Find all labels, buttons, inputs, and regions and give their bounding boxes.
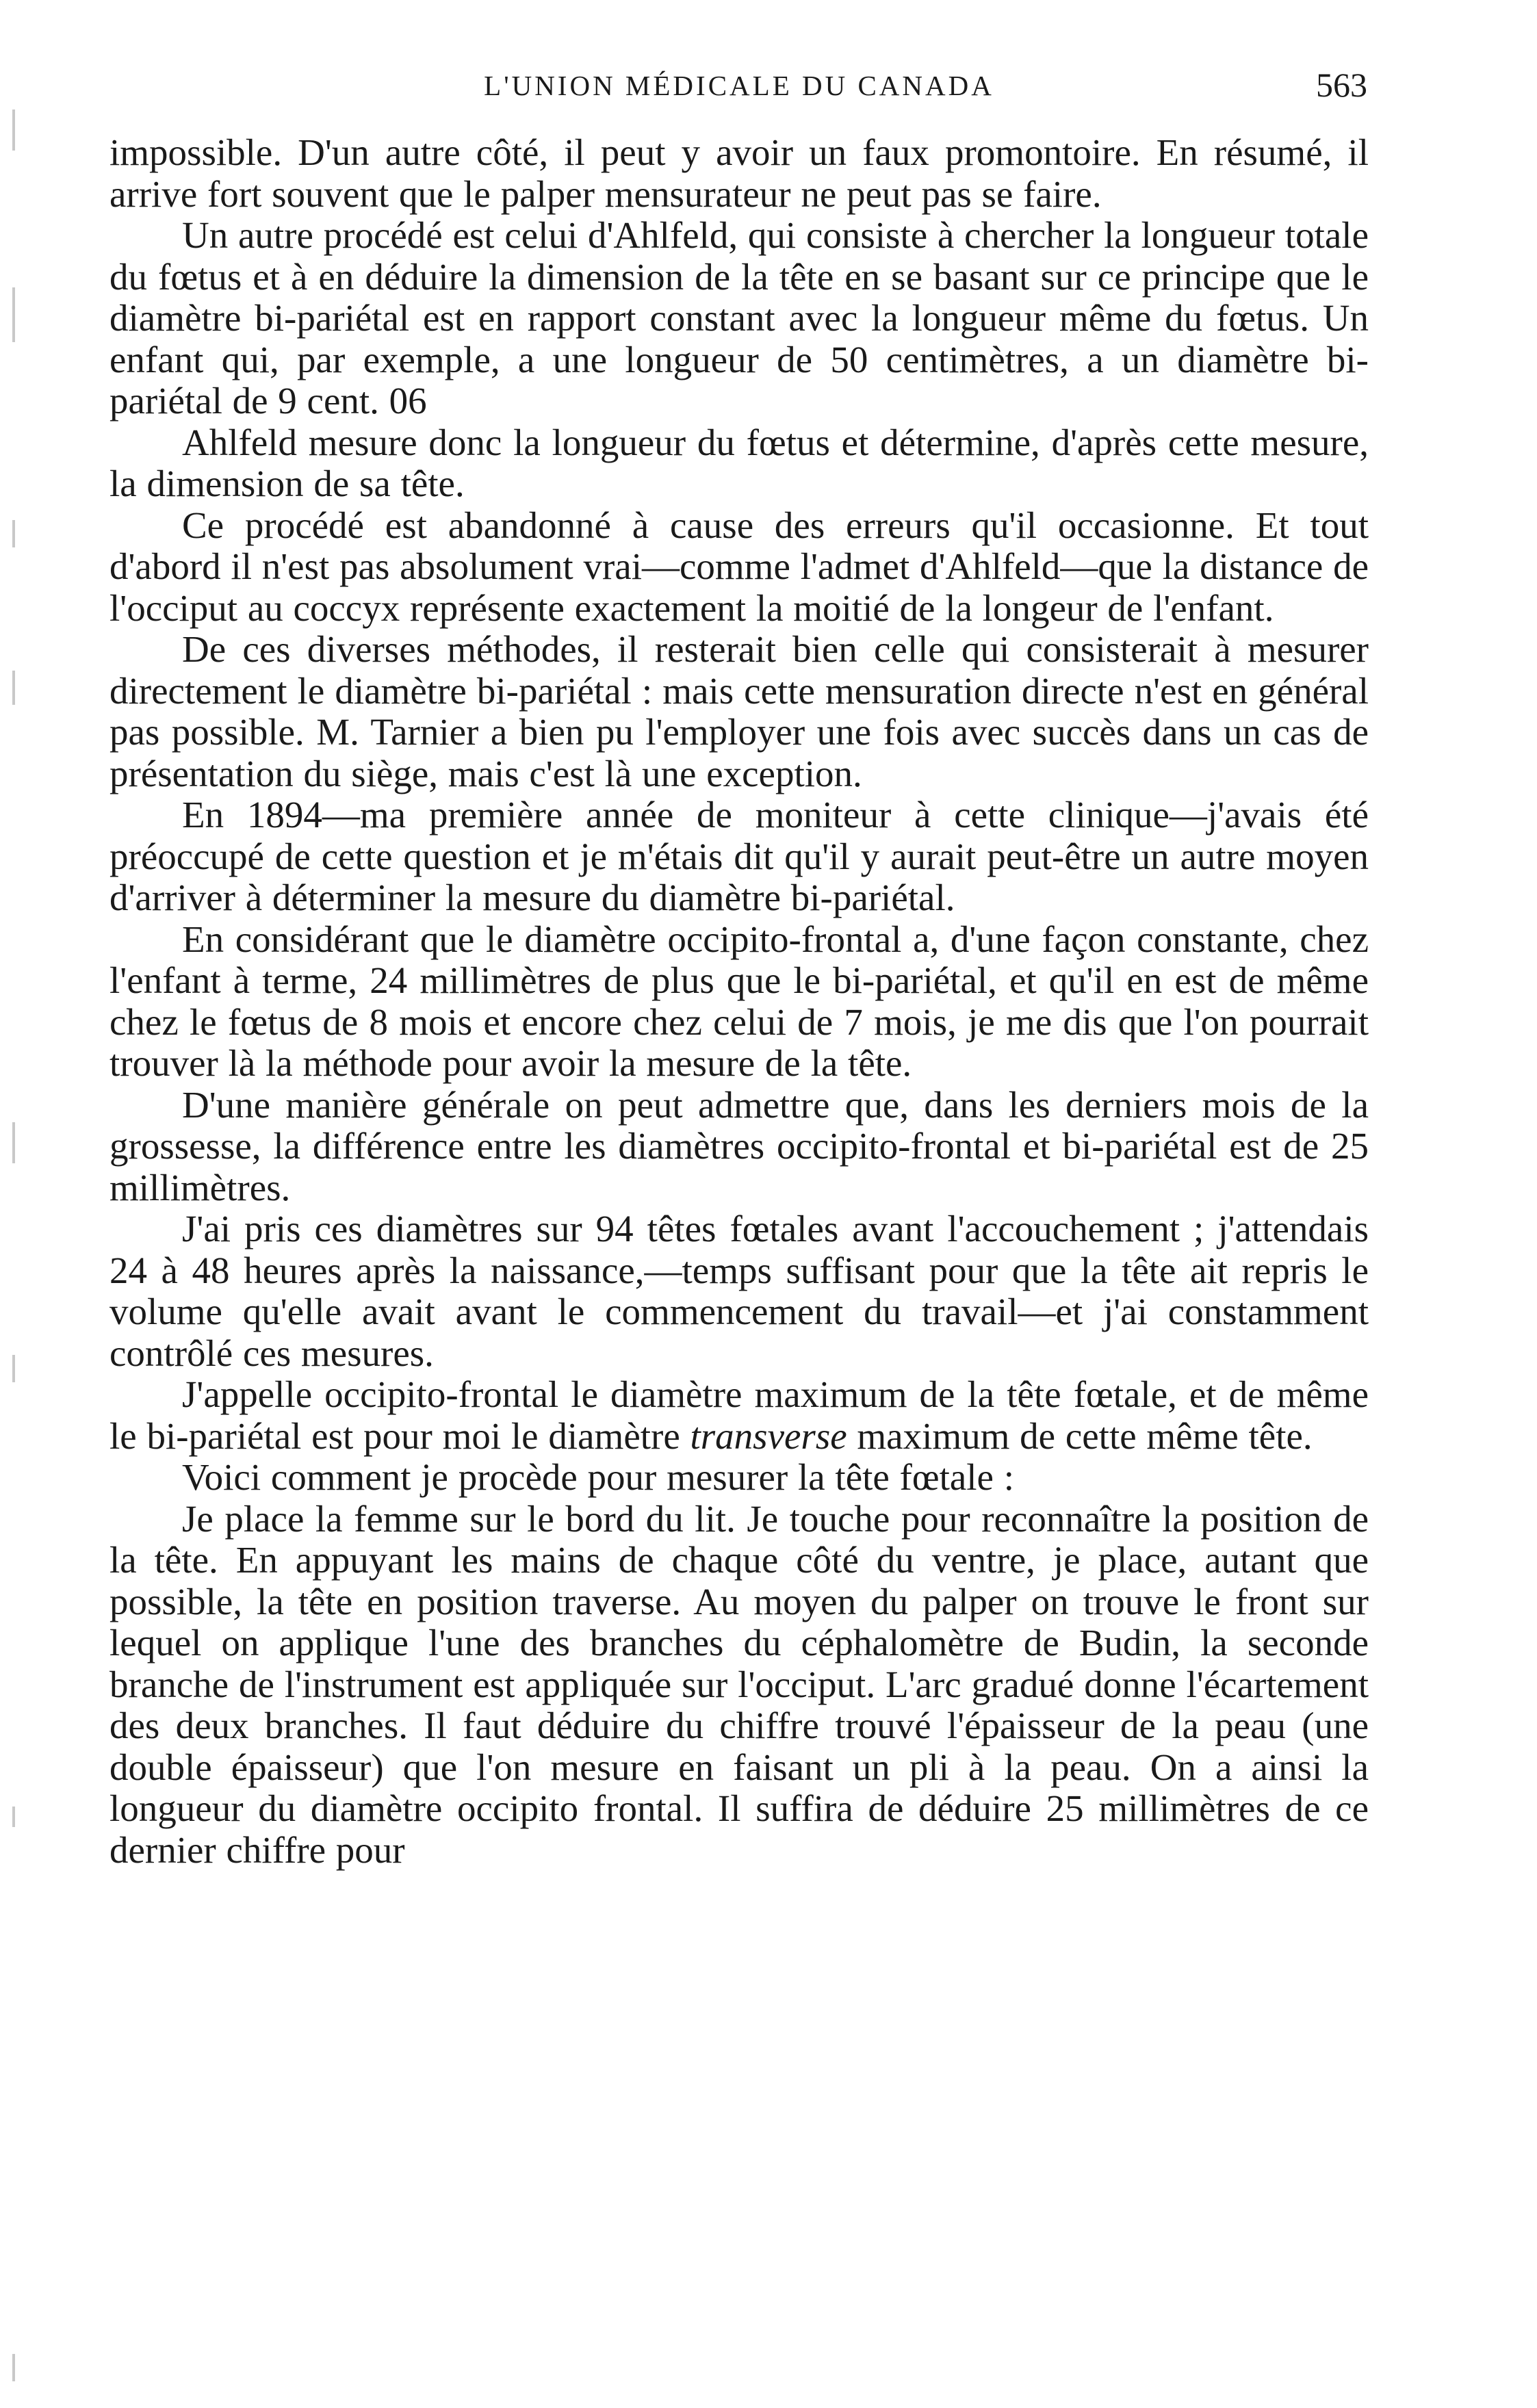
paragraph-2: Un autre procédé est celui d'Ahlfeld, qui consiste à chercher la longueur totale du fœtus et à en déduire la dimension de la tête en se basant sur ce principe que le diamètre bi-pariétal est en rapport constant avec la longueur même du fœtus. Un enfant qui, par exemple, a une longueur de 50 centimètres, a un diamètre bi-pariétal de 9 cent. 06	[109, 214, 1369, 422]
paragraph-7: En considérant que le diamètre occipito-frontal a, d'une façon constante, chez l'enfant à terme, 24 millimètres de plus que le bi-pariétal, et qu'il en est de même chez le fœtus de 8 mois et encore chez celui de 7 mois, je me dis que l'on pourrait trouver là la méthode pour avoir la mesure de la tête.	[109, 918, 1369, 1084]
paragraph-1: impossible. D'un autre côté, il peut y avoir un faux promontoire. En résumé, il arrive fort souvent que le palper mensurateur ne peut pas se faire.	[109, 131, 1369, 215]
paragraph-6: En 1894—ma première année de moniteur à cette clinique—j'avais été préoccupé de cette question et je m'étais dit qu'il y aurait peut-être un autre moyen d'arriver à déterminer la mesure du diamètre bi-pariétal.	[109, 794, 1369, 918]
running-head: L'UNION MÉDICALE DU CANADA	[484, 70, 994, 101]
paragraph-5: De ces diverses méthodes, il resterait bien celle qui consisterait à mesurer directement le diamètre bi-pariétal : mais cette mensuration directe n'est en général pas possible. M. Tarnier a bien pu l'employer une fois avec succès dans un cas de présentation du siège, mais c'est là une exception.	[109, 628, 1369, 794]
body-text	[109, 132, 1369, 1871]
scan-mark	[12, 1122, 15, 1163]
paragraph-12: Je place la femme sur le bord du lit. Je touche pour reconnaître la position de la tête. En appuyant les mains de chaque côté du ventre, je place, autant que possible, la tête en position traverse. Au moyen du palper on trouve le front sur lequel on applique l'une des branches du céphalomètre de Budin, la seconde branche de l'instrument est appliquée sur l'occiput. L'arc gradué donne l'écartement des deux branches. Il faut déduire du chiffre trouvé l'épaisseur de la peau (une double épaisseur) que l'on mesure en faisant un pli à la peau. On a ainsi la longueur du diamètre occipito frontal. Il suffira de déduire 25 millimètres de ce dernier chiffre pour	[109, 1497, 1369, 1871]
margin-scan-marks	[0, 0, 41, 2408]
paragraph-4: Ce procédé est abandonné à cause des erreurs qu'il occasionne. Et tout d'abord il n'est pas absolument vrai—comme l'admet d'Ahlfeld—que la distance de l'occiput au coccyx représente exactement la moitié de la longeur de l'enfant.	[109, 504, 1369, 629]
scan-mark	[12, 520, 15, 547]
paragraph-3: Ahlfeld mesure donc la longueur du fœtus et détermine, d'après cette mesure, la dimension de sa tête.	[109, 421, 1369, 504]
page-header	[109, 65, 1369, 120]
italic-word: transverse	[690, 1414, 847, 1457]
paragraph-9: J'ai pris ces diamètres sur 94 têtes fœtales avant l'accouchement ; j'attendais 24 à 48 heures après la naissance,—temps suffisant pour que la tête ait repris le volume qu'elle avait avant le commencement du travail—et j'ai constamment contrôlé ces mesures.	[109, 1208, 1369, 1374]
scan-mark	[12, 671, 15, 705]
scan-mark	[12, 2354, 15, 2381]
paragraph-11: Voici comment je procède pour mesurer la tête fœtale :	[182, 1456, 1014, 1498]
paragraph-10: J'appelle occipito-frontal le diamètre maximum de la tête fœtale, et de même le bi-pariétal est pour moi le diamètre transverse maximum de cette même tête.	[109, 1373, 1369, 1457]
paragraph-8: D'une manière générale on peut admettre que, dans les derniers mois de la grossesse, la différence entre les diamètres occipito-frontal et bi-pariétal est de 25 millimètres.	[109, 1083, 1369, 1208]
document-page	[109, 65, 1369, 1871]
scan-mark	[12, 109, 15, 151]
page-number: 563	[1316, 66, 1367, 104]
scan-mark	[12, 1355, 15, 1382]
scan-mark	[12, 287, 15, 342]
scan-mark	[12, 1807, 15, 1827]
